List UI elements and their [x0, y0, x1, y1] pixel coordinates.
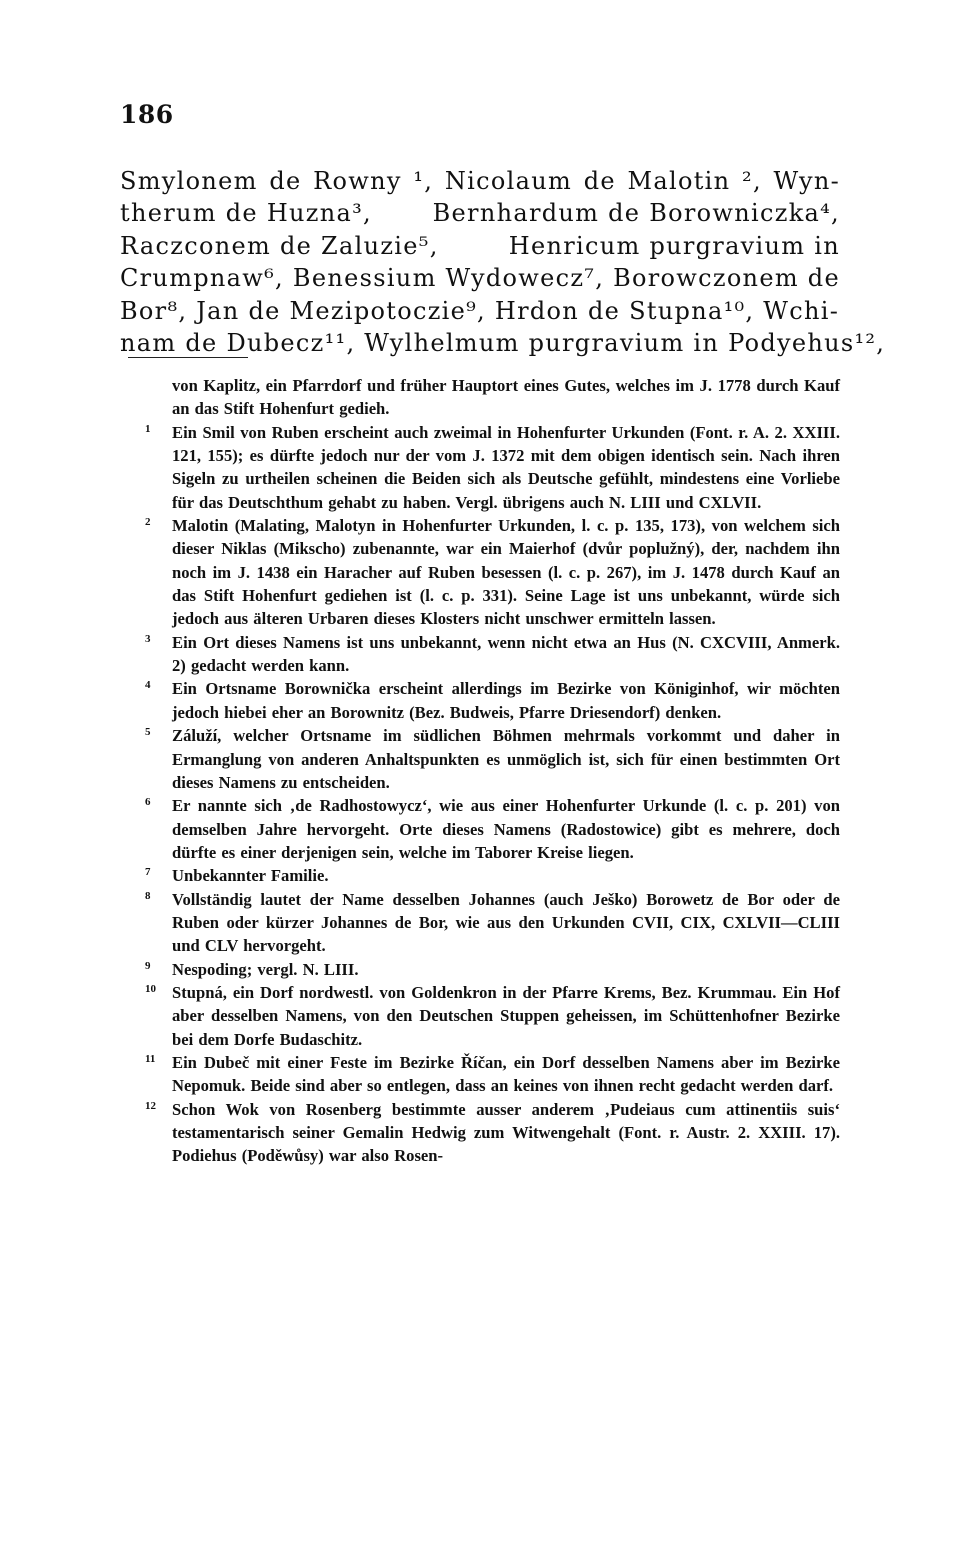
footnote-continuation [145, 374, 840, 421]
footnote-10 [145, 981, 840, 1051]
footnote-text: von Kaplitz, ein Pfarrdorf und früher Hauptort eines Gutes, welches im J. 1778 durch Kauf an das Stift Hohenfurt gedieh. [172, 376, 840, 419]
main-line-1-part-2: de [269, 167, 302, 195]
footnote-number: 9 [145, 959, 151, 972]
footnote-number: 4 [145, 679, 151, 692]
footnote-number: 3 [145, 632, 151, 645]
footnote-text: Ein Ortsname Borownička erscheint allerdings im Bezirke von Königinhof, wir möchten jedoch hiebei eher an Borownitz (Bez. Budweis, Pfarre Driesendorf) denken. [172, 679, 840, 722]
main-line-1-part-4: ¹, [413, 167, 434, 195]
footnote-9 [145, 958, 840, 981]
footnotes [145, 374, 840, 1168]
footnote-7 [145, 864, 840, 887]
footnote-5 [145, 724, 840, 794]
footnote-number: 8 [145, 889, 151, 902]
main-line-3 [120, 230, 840, 262]
main-line-3-part-1: Raczconem de Zaluzie⁵, [120, 231, 439, 260]
main-line-5 [120, 295, 840, 327]
footnote-number: 12 [145, 1099, 156, 1112]
main-line-2 [120, 197, 840, 229]
main-line-4-part-1: Crumpnaw⁶, Benessium Wydowecz⁷, Borowczonem de [120, 264, 840, 293]
main-line-1-part-9: Wyn- [773, 167, 840, 195]
footnote-text: Unbekannter Familie. [172, 866, 329, 886]
footnote-text: Schon Wok von Rosenberg bestimmte ausser anderem ‚Pudeiaus cum attinentiis suis‘ testamentarisch seiner Gemalin Hedwig zum Witwengehalt (Font. r. Austr. 2. XXIII. 17). Podiehus (Poděwůsy) war also Rosen- [172, 1099, 840, 1166]
footnote-text: Malotin (Malating, Malotyn in Hohenfurter Urkunden, l. c. p. 135, 173), von welchem sich dieser Niklas (Mikscho) zubenannte, war ein Maierhof (dvůr poplužný), der, nachdem ihn noch im J. 1438 ein Haracher auf Ruben besessen (l. c. p. 267), im J. 1478 durch Kauf an das Stift Hohenfurt gediehen ist (l. c. p. 331). Seine Lage ist uns unbekannt, würde sich jedoch aus älteren Urbaren dieses Klosters nicht unschwer ermitteln lassen. [172, 516, 840, 629]
main-line-1-part-5: Nicolaum [444, 167, 573, 195]
main-line-1 [120, 165, 840, 197]
footnote-text: Er nannte sich ‚de Radhostowycz‘, wie aus einer Hohenfurter Urkunde (l. c. p. 201) von demselben Jahre hervorgeht. Orte dieses Namens (Radostowice) gibt es mehrere, doch dürfte es einer derjenigen sein, welche im Taborer Kreise liegen. [172, 796, 840, 862]
main-line-1-part-3: Rowny [313, 167, 402, 195]
footnote-number: 6 [145, 796, 151, 809]
main-line-4 [120, 262, 840, 294]
footnote-12 [145, 1098, 840, 1168]
main-line-1-part-7: Malotin [627, 167, 731, 195]
main-text [120, 165, 886, 359]
footnote-text: Ein Dubeč mit einer Feste im Bezirke Říčan, ein Dorf desselben Namens aber im Bezirke Nepomuk. Beide sind aber so entlegen, dass an keines von ihnen recht gedacht werden darf. [172, 1052, 840, 1096]
footnote-3 [145, 631, 840, 678]
footnote-separator [128, 357, 248, 358]
footnote-text: Ein Ort dieses Namens ist uns unbekannt, wenn nicht etwa an Hus (N. CXCVIII, Anmerk. 2) gedacht werden kann. [172, 632, 840, 676]
footnote-number: 1 [145, 422, 151, 435]
footnote-8 [145, 888, 840, 958]
footnote-number: 2 [145, 516, 151, 529]
footnote-text: Stupná, ein Dorf nordwestl. von Goldenkron in der Pfarre Krems, Bez. Krummau. Ein Hof aber desselben Namens, von den Deutschen Stuppen geheissen, im Schüttenhofner Bezirke bei dem Dorfe Budaschitz. [172, 982, 840, 1049]
page-number: 186 [120, 100, 174, 129]
main-line-2-part-2: Bernhardum de Borowniczka⁴, [432, 199, 840, 228]
footnote-text: Ein Smil von Ruben erscheint auch zweimal in Hohenfurter Urkunden (Font. r. A. 2. XXIII. 121, 155); es dürfte jedoch nur der vom J. 1372 mit dem obigen identisch sein. Nach ihren Sigeln zu urtheilen scheinen die Beiden sich als Deutsche gefühlt, mindestens eine Vorliebe für das Deutschthum gehabt zu haben. Vergl. übrigens auch N. LIII und CXLVII. [172, 422, 840, 512]
footnote-6 [145, 794, 840, 864]
footnote-2 [145, 514, 840, 631]
footnote-text: Záluží, welcher Ortsname im südlichen Böhmen mehrmals vorkommt und daher in Ermanglung von anderen Anhaltspunkten es unmöglich ist, sich für einen bestimmten Ort dieses Namens zu entscheiden. [172, 726, 840, 792]
main-line-1-part-8: ², [742, 167, 762, 195]
main-line-3-part-2: Henricum purgravium in [508, 231, 840, 260]
footnote-11 [145, 1051, 840, 1098]
main-line-1-part-1: Smylonem [120, 167, 258, 195]
main-line-2-part-1: therum de Huzna³, [120, 199, 372, 228]
main-line-5-part-1: Bor⁸, Jan de Mezipotoczie⁹, Hrdon de Stupna¹⁰, Wchi- [120, 296, 840, 325]
footnote-text: Nespoding; vergl. N. LIII. [172, 959, 359, 979]
footnote-text: Vollständig lautet der Name desselben Johannes (auch Ješko) Borowetz de Bor oder de Ruben oder kürzer Johannes de Bor, wie aus den Urkunden CVII, CIX, CXLVII—CLIII und CLV hervorgeht. [172, 889, 840, 956]
footnote-4 [145, 677, 840, 724]
footnote-number: 11 [145, 1052, 156, 1065]
main-line-6-part-1: nam de Dubecz¹¹, Wylhelmum purgravium in Podyehus¹², [120, 329, 886, 358]
footnote-number: 5 [145, 726, 151, 739]
main-line-6 [120, 327, 886, 359]
main-line-1-part-6: de [583, 167, 616, 195]
footnote-number: 10 [145, 982, 156, 995]
footnote-1 [145, 421, 840, 514]
footnote-number: 7 [145, 866, 151, 879]
